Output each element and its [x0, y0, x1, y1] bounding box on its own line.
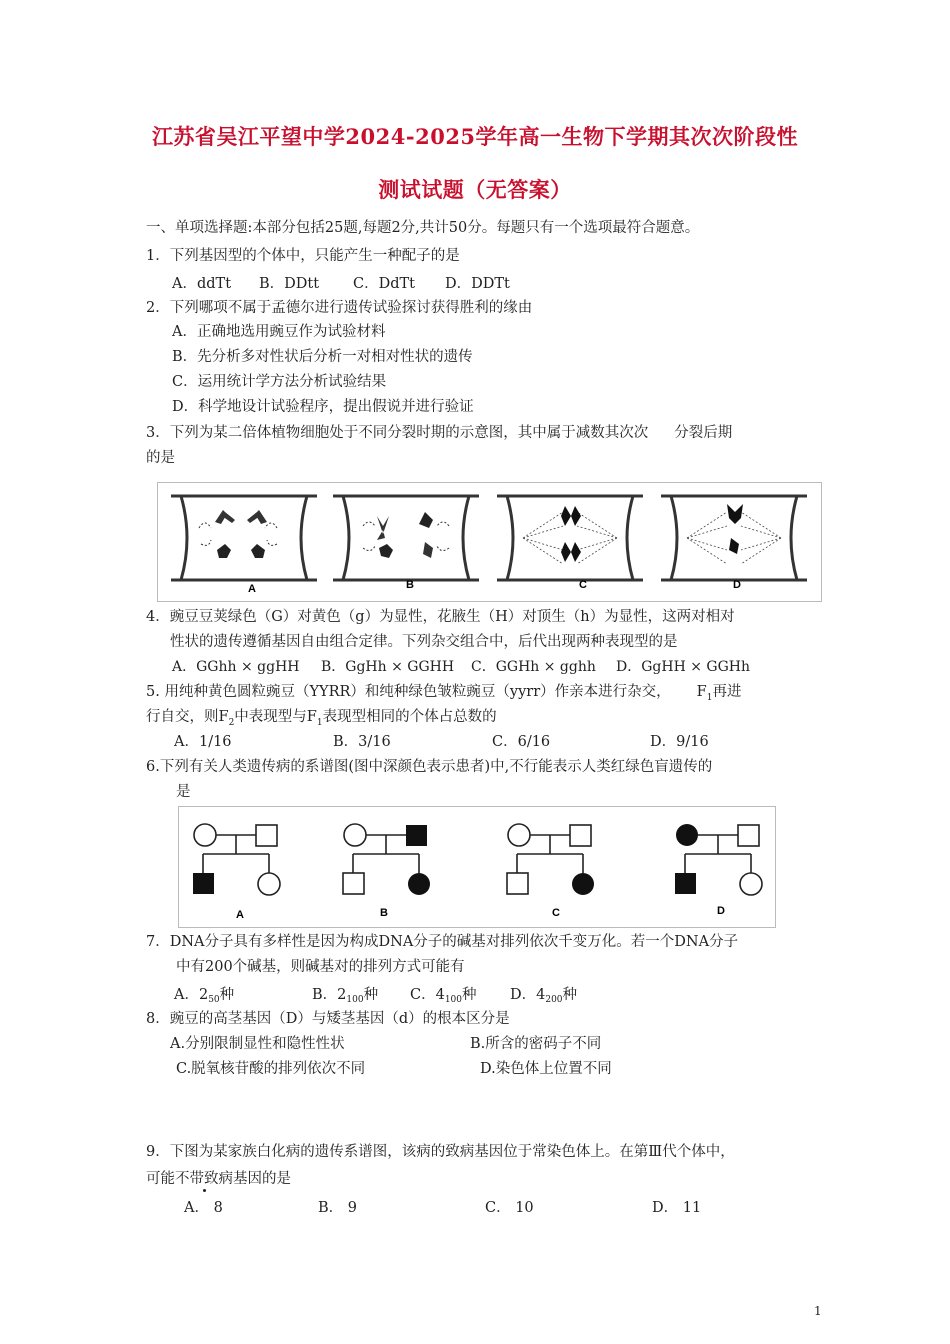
q4-stem: 4．豌豆豆荚绿色（G）对黄色（g）为显性，花腋生（H）对顶生（h）为显性，这两对相对: [146, 609, 735, 625]
paper-title-line1: 江苏省吴江平望中学2024-2025学年高一生物下学期其次次阶段性: [151, 124, 799, 149]
q8-option-a: A.分别限制显性和隐性性状: [170, 1036, 345, 1052]
q7-option-c-exp: 100: [444, 995, 463, 1005]
emphasis-dot: [203, 1189, 206, 1192]
q5-stem-part1b: 再进: [712, 684, 742, 700]
q7-option-d-base: D．4: [510, 987, 546, 1003]
q4-option-b: B．GgHh × GGHH: [321, 659, 455, 675]
q7-option-d-exp: 200: [545, 995, 563, 1005]
q3-stem: [146, 423, 732, 443]
q5-option-b: B．3/16: [333, 734, 391, 750]
q9-stem: 9．下图为某家族白化病的遗传系谱图，该病的致病基因位于常染色体上。在第Ⅲ代个体中，: [146, 1144, 735, 1160]
q3-stem-part1: 3．下列为某二倍体植物细胞处于不同分裂时期的示意图，其中属于减数其次次: [146, 425, 649, 441]
section-heading: 一、单项选择题:本部分包括25题,每题2分,共计50分。每题只有一个选项最符合题意。: [146, 220, 700, 236]
q7-option-a-unit: 种: [219, 987, 235, 1003]
q2-option-b: B．先分析多对性状后分析一对相对性状的遗传: [172, 349, 473, 365]
cell-division-figure: [157, 482, 822, 602]
q8-option-c: C.脱氧核苷酸的排列依次不同: [176, 1061, 366, 1077]
q3-stem-part2: 分裂后期: [674, 425, 733, 441]
cell-a: [171, 496, 317, 580]
cell-label-d: D: [733, 579, 741, 591]
q7-option-c: [410, 985, 510, 1007]
q9-option-a: A． 8: [184, 1200, 223, 1216]
q8-option-d: D.染色体上位置不同: [480, 1061, 612, 1077]
q2-option-d: D．科学地设计试验程序，提出假说并进行验证: [172, 399, 474, 415]
q4-option-a: A．GGhh × ggHH: [172, 659, 300, 675]
pedigree-d: [675, 824, 762, 895]
q7-option-a: [174, 985, 312, 1007]
q7-option-b-unit: 种: [363, 987, 379, 1003]
paper-title-line2: 测试试题（无答案）: [378, 177, 572, 202]
pedigree-label-c: C: [552, 907, 560, 919]
q4-options: [172, 657, 750, 677]
q7-stem: 7．DNA分子具有多样性是因为构成DNA分子的碱基对排列依次千变万化。若一个DNA分子: [146, 934, 739, 950]
q5-option-d: D．9/16: [650, 734, 709, 750]
q7-options: [174, 985, 577, 1007]
q5-stem-part2c: 表现型相同的个体占总数的: [322, 709, 497, 725]
pedigree-a: [193, 824, 280, 895]
q2-option-a: A．正确地选用豌豆作为试验材料: [172, 324, 386, 340]
q9-stem-cont: 可能不带致病基因的是: [146, 1171, 291, 1187]
q9-option-c: C． 10: [485, 1200, 534, 1216]
q6-stem: 6.下列有关人类遗传病的系谱图(图中深颜色表示患者)中,不行能表示人类红绿色盲遗传的: [146, 759, 713, 775]
q5-stem-part2b: 中表现型与F: [234, 709, 317, 725]
q9-option-d: D． 11: [652, 1200, 702, 1216]
pedigree-label-a: A: [236, 909, 244, 921]
cell-c: [497, 496, 643, 580]
q7-option-b-base: B．2: [312, 987, 347, 1003]
pedigree-b: [343, 824, 430, 895]
q7-option-c-unit: 种: [462, 987, 477, 1003]
cell-label-b: B: [406, 579, 414, 591]
q5-stem-part1: 5. 用纯种黄色圆粒豌豆（YYRR）和纯种绿色皱粒豌豆（yyrr）作亲本进行杂交，: [146, 684, 671, 700]
q7-option-d-unit: 种: [562, 987, 578, 1003]
page-number: 1: [814, 1304, 822, 1318]
q8-stem: 8．豌豆的高茎基因（D）与矮茎基因（d）的根本区分是: [146, 1011, 510, 1027]
q2-stem: 2．下列哪项不属于孟德尔进行遗传试验探讨获得胜利的缘由: [146, 300, 533, 316]
q9-option-b: B． 9: [318, 1200, 357, 1216]
q7-stem-cont: 中有200个碱基，则碱基对的排列方式可能有: [176, 959, 465, 975]
q1-option-d: D．DDTt: [445, 276, 510, 292]
q9-options: [184, 1198, 701, 1218]
q5-stem: [146, 682, 741, 704]
q1-option-c: C．DdTt: [353, 276, 416, 292]
q7-option-d: [510, 985, 577, 1007]
q1-stem: 1．下列基因型的个体中，只能产生一种配子的是: [146, 248, 460, 264]
q7-option-a-base: A．2: [174, 987, 209, 1003]
q4-stem-cont: 性状的遗传遵循基因自由组合定律。下列杂交组合中，后代出现两种表现型的是: [170, 634, 678, 650]
q5-f1-sub: 1: [706, 693, 713, 703]
pedigree-figure: [178, 806, 776, 928]
q3-stem-cont: 的是: [146, 450, 175, 466]
cell-d: [661, 496, 807, 580]
q7-option-b-exp: 100: [346, 995, 364, 1005]
q8-option-b: B.所含的密码子不同: [470, 1036, 602, 1052]
pedigree-label-b: B: [380, 907, 388, 919]
q6-stem-cont: 是: [176, 784, 191, 800]
q5-option-c: C．6/16: [492, 734, 551, 750]
cell-label-c: C: [579, 579, 587, 591]
q7-option-c-base: C．4: [410, 987, 445, 1003]
q2-option-c: C．运用统计学方法分析试验结果: [172, 374, 387, 390]
q5-f2-sub: 2: [228, 718, 235, 728]
q5-option-a: A．1/16: [174, 734, 232, 750]
q7-option-a-exp: 50: [208, 995, 220, 1005]
q4-option-c: C．GGHh × gghh: [471, 659, 596, 675]
pedigree-label-d: D: [717, 905, 725, 917]
q5-stem-part2a: 行自交，则F: [146, 709, 229, 725]
q1-option-b: B．DDtt: [259, 276, 320, 292]
q4-option-d: D．GgHH × GGHh: [616, 659, 751, 675]
q1-option-a: A．ddTt: [172, 276, 232, 292]
q5-f-symbol: F: [696, 684, 707, 700]
q7-option-b: [312, 985, 410, 1007]
q5-stem-cont: [146, 707, 497, 729]
cell-b: [333, 496, 479, 580]
q5-options: [174, 732, 709, 752]
q5-f1-sub2: 1: [316, 718, 323, 728]
cell-label-a: A: [248, 583, 256, 595]
q1-options: [172, 274, 510, 294]
pedigree-c: [507, 824, 594, 895]
